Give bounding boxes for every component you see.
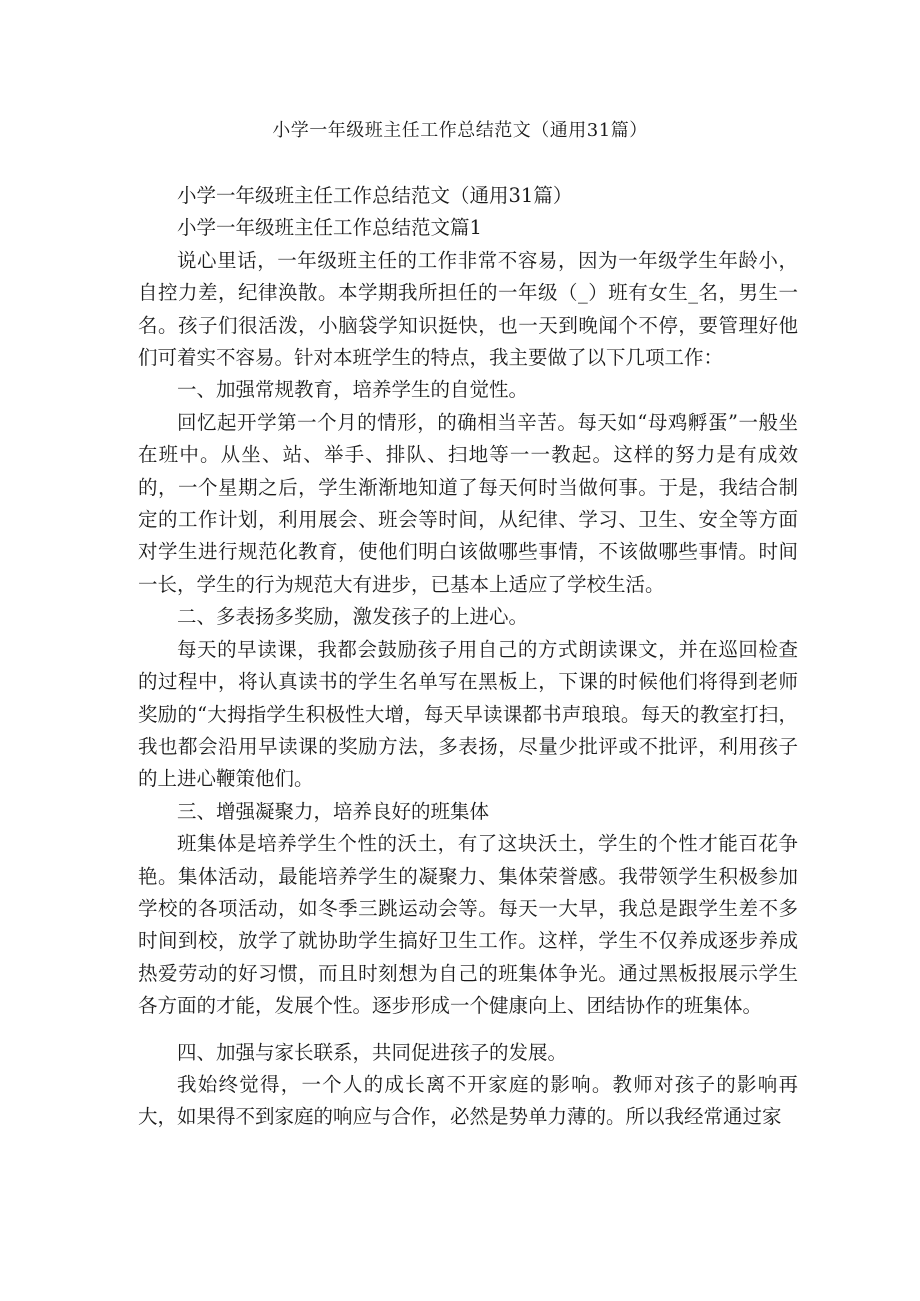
body-paragraph: 回忆起开学第一个月的情形，的确相当辛苦。每天如“母鸡孵蛋”一般坐在班中。从坐、站、举手、排队、扫地等一一教起。这样的努力是有成效的，一个星期之后，学生渐渐地知道了每天何时当做何事。于是，我结合制定的工作计划，利用展会、班会等时间，从纪律、学习、卫生、安全等方面对学生进行规范化教育，使他们明白该做哪些事情，不该做哪些事情。时间一长，学生的行为规范大有进步，已基本上适应了学校生活。 <box>138 410 798 596</box>
body-paragraph: 说心里话，一年级班主任的工作非常不容易，因为一年级学生年龄小，自控力差，纪律涣散。本学期我所担任的一年级（_）班有女生_名，男生一名。孩子们很活泼，小脑袋学知识挺快，也一天到晚闻个不停，要管理好他们可着实不容易。针对本班学生的特点，我主要做了以下几项工作： <box>138 248 798 370</box>
body-paragraph: 每天的早读课，我都会鼓励孩子用自己的方式朗读课文，并在巡回检查的过程中，将认真读书的学生名单写在黑板上，下课的时候他们将得到老师奖励的“大拇指学生积极性大增，每天早读课都书声琅琅。每天的教室打扫，我也都会沿用早读课的奖励方法，多表扬，尽量少批评或不批评，利用孩子的上进心鞭策他们。 <box>138 637 798 791</box>
document-title: 小学一年级班主任工作总结范文（通用31篇） <box>272 120 648 141</box>
section-heading: 三、增强凝聚力，培养良好的班集体 <box>177 799 490 823</box>
section-heading: 二、多表扬多奖励，激发孩子的上进心。 <box>177 605 529 629</box>
section-heading: 小学一年级班主任工作总结范文篇1 <box>177 216 482 240</box>
document-body <box>138 180 798 1134</box>
section-heading: 四、加强与家长联系，共同促进孩子的发展。 <box>177 1040 568 1064</box>
body-paragraph: 我始终觉得，一个人的成长离不开家庭的影响。教师对孩子的影响再大，如果得不到家庭的响应与合作，必然是势单力薄的。所以我经常通过家 <box>138 1072 798 1129</box>
body-paragraph: 班集体是培养学生个性的沃土，有了这块沃土，学生的个性才能百花争艳。集体活动，最能培养学生的凝聚力、集体荣誉感。我带领学生积极参加学校的各项活动，如冬季三跳运动会等。每天一大早，我总是跟学生差不多时间到校，放学了就协助学生搞好卫生工作。这样，学生不仅养成逐步养成热爱劳动的好习惯，而且时刻想为自己的班集体争光。通过黑板报展示学生各方面的才能，发展个性。逐步形成一个健康向上、团结协作的班集体。 <box>138 832 798 1018</box>
body-heading: 小学一年级班主任工作总结范文（通用31篇） <box>177 184 573 207</box>
section-heading: 一、加强常规教育，培养学生的自觉性。 <box>177 378 529 402</box>
